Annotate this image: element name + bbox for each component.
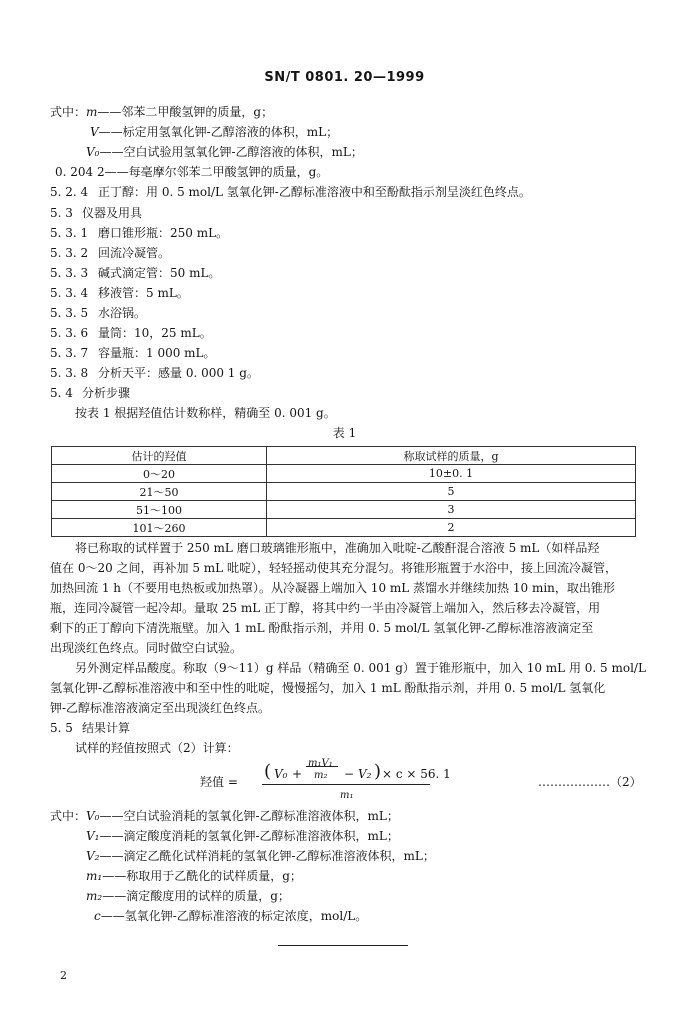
clause-5-3-1: 5. 3. 1 磨口锥形瓶：250 mL。 (50, 226, 229, 240)
procedure-paragraph-line: 值在 0～20 之间，再补加 5 mL 吡啶），轻轻摇动使其充分混匀。将锥形瓶置于水浴中，接上回流冷凝管， (50, 561, 617, 575)
formula (246, 758, 451, 804)
formula-v2: V₂ (358, 767, 372, 781)
formula-denominator: m₁ (340, 790, 354, 801)
formula-times-c: × c × 56. 1 (382, 767, 451, 781)
table-cell: 101～260 (52, 519, 267, 537)
table-header-cell: 称取试样的质量，g (267, 447, 636, 465)
clause-5-5-intro: 试样的羟值按照式（2）计算： (75, 741, 239, 755)
clause-5-4-intro: 按表 1 根据羟值估计数称样，精确至 0. 001 g。 (75, 406, 336, 420)
table-header-row (52, 447, 636, 465)
clause-5-3-2: 5. 3. 2 回流冷凝管。 (50, 246, 171, 260)
table-cell: 21～50 (52, 483, 267, 501)
clause-5-4-heading: 5. 4 分析步骤 (50, 386, 131, 400)
table-1-caption: 表 1 (332, 426, 357, 440)
formula-v0: V₀ (274, 767, 288, 781)
clause-5-3-3: 5. 3. 3 碱式滴定管：50 mL。 (50, 266, 221, 280)
formula-close-paren: ) (374, 761, 382, 782)
clause-5-3-5: 5. 3. 5 水浴锅。 (50, 306, 147, 320)
where-item-m2: m₂——滴定酸度用的试样的质量，g； (86, 889, 290, 903)
where-item-m1: m₁——称取用于乙酰化的试样质量，g； (86, 869, 302, 883)
table-header-cell: 估计的羟值 (52, 447, 267, 465)
formula-lhs: 羟值 = (200, 775, 238, 789)
table-1 (51, 446, 636, 537)
table-cell: 3 (267, 501, 636, 519)
formula-main-fraction-bar (262, 784, 430, 785)
table-cell: 5 (267, 483, 636, 501)
formula-minus: − (344, 767, 355, 781)
formula-equation-number: ………………（2） (538, 775, 642, 789)
procedure-paragraph-line: 加热回流 1 h（不要用电热板或加热罩）。从冷凝器上端加入 10 mL 蒸馏水并继续加热 10 min，取出锥形 (50, 581, 615, 595)
clause-5-3-8: 5. 3. 8 分析天平：感量 0. 000 1 g。 (50, 366, 259, 380)
formula-open-paren: ( (264, 761, 272, 782)
where-item-constant: 0. 204 2——每毫摩尔邻苯二甲酸氢钾的质量，g。 (55, 165, 329, 179)
procedure-paragraph-line: 剩下的正丁醇向下清洗瓶壁。加入 1 mL 酚酞指示剂，并用 0. 5 mol/L 氢氧化钾-乙醇标准溶液滴定至 (50, 621, 594, 635)
standard-number-header: SN/T 0801. 20—1999 (264, 70, 425, 85)
formula-plus: + (292, 767, 303, 781)
where-intro-1: 式中：m——邻苯二甲酸氢钾的质量，g； (50, 105, 274, 119)
end-separator-line (278, 945, 408, 946)
clause-5-3-6: 5. 3. 6 量筒：10，25 mL。 (50, 326, 212, 340)
formula-m1v1: m₁V₁ (308, 758, 333, 769)
where-item-v: V——标定用氢氧化钾-乙醇溶液的体积，mL； (90, 125, 339, 139)
where-item-c: c——氢氧化钾-乙醇标准溶液的标定浓度，mol/L。 (94, 909, 368, 923)
formula-m2: m₂ (314, 770, 328, 781)
procedure-paragraph-line: 出现淡红色终点。同时做空白试验。 (50, 641, 243, 655)
clause-5-3-heading: 5. 3 仪器及用具 (50, 206, 143, 220)
acidity-paragraph-line: 另外测定样品酸度。称取（9～11）g 样品（精确至 0. 001 g）置于锥形瓶中，加入 10 mL 用 0. 5 mol/L (75, 661, 646, 675)
table-row (52, 501, 636, 519)
procedure-paragraph-line: 瓶，连同冷凝管一起冷却。量取 25 mL 正丁醇，将其中约一半由冷凝管上端加入，然后移去冷凝管，用 (50, 601, 601, 615)
where-item-v0: V₀——空白试验用氢氧化钾-乙醇溶液的体积，mL； (86, 145, 363, 159)
where-item-v2: V₂——滴定乙酰化试样消耗的氢氧化钾-乙醇标准溶液体积，mL； (86, 849, 435, 863)
where-item-v1: V₁——滴定酸度消耗的氢氧化钾-乙醇标准溶液体积，mL； (86, 829, 399, 843)
clause-5-3-7: 5. 3. 7 容量瓶：1 000 mL。 (50, 346, 216, 360)
acidity-paragraph-line: 钾-乙醇标准溶液滴定至出现淡红色终点。 (50, 701, 271, 715)
clause-5-3-4: 5. 3. 4 移液管：5 mL。 (50, 286, 189, 300)
table-row (52, 465, 636, 483)
page-number: 2 (60, 969, 67, 982)
table-cell: 51～100 (52, 501, 267, 519)
where-intro-2: 式中：V₀——空白试验消耗的氢氧化钾-乙醇标准溶液体积，mL； (50, 809, 399, 823)
table-row (52, 519, 636, 537)
table-row (52, 483, 636, 501)
table-cell: 10±0. 1 (267, 465, 636, 483)
formula-inner-fraction-bar (306, 766, 338, 767)
table-cell: 0～20 (52, 465, 267, 483)
clause-5-2-4: 5. 2. 4 正丁醇：用 0. 5 mol/L 氢氧化钾-乙醇标准溶液中和至酚酞指示剂呈淡红色终点。 (50, 185, 531, 199)
acidity-paragraph-line: 氢氧化钾-乙醇标准溶液中和至中性的吡啶，慢慢摇匀，加入 1 mL 酚酞指示剂，并用 0. 5 mol/L 氢氧化 (50, 681, 606, 695)
clause-5-5-heading: 5. 5 结果计算 (50, 721, 131, 735)
procedure-paragraph-line: 将已称取的试样置于 250 mL 磨口玻璃锥形瓶中，准确加入吡啶-乙酸酐混合溶液 5 mL（如样品羟 (75, 541, 600, 555)
table-cell: 2 (267, 519, 636, 537)
